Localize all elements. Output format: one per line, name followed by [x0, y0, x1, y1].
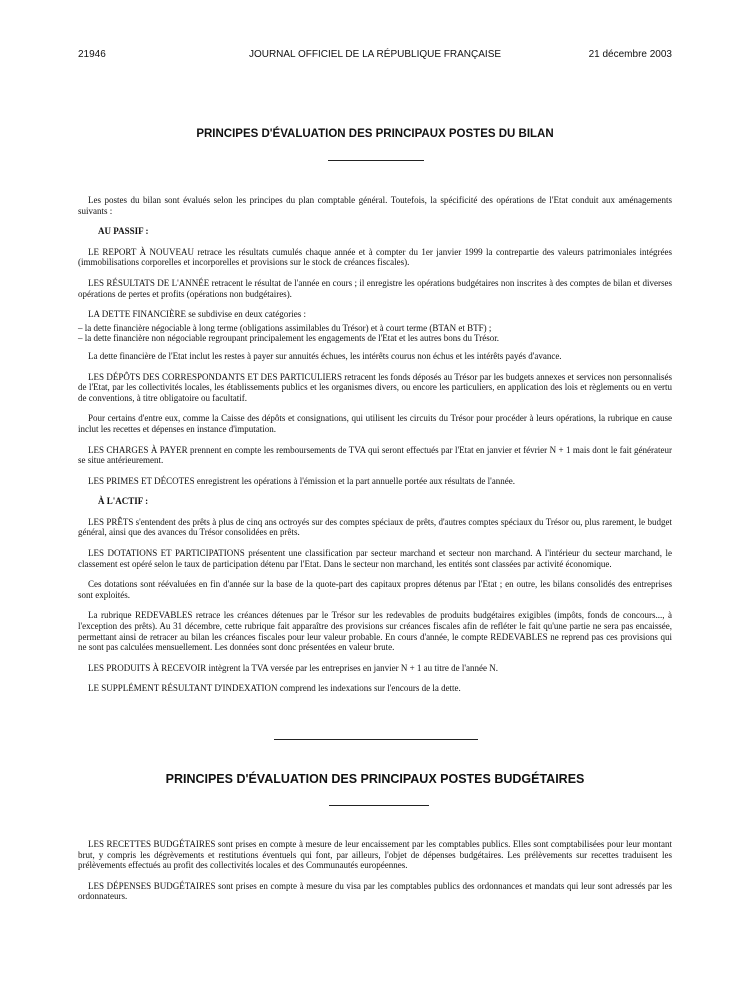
section-title-budgetaires: PRINCIPES D'ÉVALUATION DES PRINCIPAUX POSTES BUDGÉTAIRES [165, 772, 585, 786]
paragraph-prets: LES PRÊTS s'entendent des prêts à plus de cinq ans octroyés sur des comptes spéciaux de prêts, d'autres comptes spéciaux du Trésor ou, plus rarement, le budget général, ainsi que des avances du Trésor consolidées en prêts. [78, 516, 672, 538]
paragraph-dette-restes: La dette financière de l'Etat inclut les restes à payer sur annuités échues, les intérêts courus non échus et les intérêts payés d'avance. [88, 350, 562, 361]
paragraph-recettes: LES RECETTES BUDGÉTAIRES sont prises en compte à mesure de leur encaissement par les comptables publics. Elles sont comptabilisées pour leur montant brut, y compris les dégrèvements et restitutions éventuels qui font, par ailleurs, l'objet de dépenses budgétaires. Les prélèvements sur recettes traduisent les prélèvements effectués au profit des collectivités locales et des Communautés européennes. [78, 839, 672, 871]
section-title-bilan: PRINCIPES D'ÉVALUATION DES PRINCIPAUX POSTES DU BILAN [196, 128, 554, 140]
section-body-budgetaires [78, 839, 672, 912]
actif-heading: À L'ACTIF : [98, 496, 149, 507]
paragraph-resultats: LES RÉSULTATS DE L'ANNÉE retracent le résultat de l'année en cours ; il enregistre les opérations budgétaires non inscrites à des comptes de bilan et diverses opérations de pertes et profits (opérations non budgétaires). [78, 277, 672, 299]
paragraph-primes: LES PRIMES ET DÉCOTES enregistrent les opérations à l'émission et la part annuelle portée aux résultats de l'année. [88, 475, 515, 486]
dette-item-non-negociable: – la dette financière non négociable regroupant principalement les engagements de l'Etat et les autres bons du Trésor. [78, 333, 499, 344]
paragraph-charges: LES CHARGES À PAYER prennent en compte les remboursements de TVA qui seront effectués par l'Etat en janvier et février N + 1 mais dont le fait générateur se situe antérieurement. [78, 444, 672, 466]
section-separator-rule [274, 739, 478, 740]
paragraph-dotations: LES DOTATIONS ET PARTICIPATIONS présentent une classification par secteur marchand et secteur non marchand. A l'intérieur du secteur marchand, le classement est opéré selon le taux de participation détenu par l'Etat. Dans le secteur non marchand, les entités sont classées par activité économique. [78, 548, 672, 569]
page-header [78, 49, 672, 63]
paragraph-supplement: LE SUPPLÉMENT RÉSULTANT D'INDEXATION comprend les indexations sur l'encours de la dette. [88, 683, 461, 694]
title-rule [328, 160, 424, 161]
paragraph-report: LE REPORT À NOUVEAU retrace les résultats cumulés chaque année et à compter du 1er janvier 1999 la contrepartie des valeurs patrimoniales intégrées (immobilisations corporelles et incorporelles et provisions sur le stock de créances fiscales). [78, 246, 672, 268]
paragraph-produits: LES PRODUITS À RECEVOIR intègrent la TVA versée par les entreprises en janvier N + 1 au titre de l'année N. [88, 662, 499, 673]
bilan-intro: Les postes du bilan sont évalués selon les principes du plan comptable général. Toutefois, la spécificité des opérations de l'Etat conduit aux aménagements suivants : [78, 195, 672, 216]
journal-title: JOURNAL OFFICIEL DE LA RÉPUBLIQUE FRANÇAISE [248, 49, 502, 60]
section-body-bilan [78, 195, 672, 704]
passif-heading: AU PASSIF : [98, 226, 149, 237]
paragraph-depots: LES DÉPÔTS DES CORRESPONDANTS ET DES PARTICULIERS retracent les fonds déposés au Trésor par les budgets annexes et services non personnalisés de l'Etat, par les collectivités locales, les établissements publics et les organismes divers, ou encore les particuliers, en application des lois et règlements ou en vertu de conventions, à titre obligatoire ou facultatif. [78, 371, 672, 403]
paragraph-dotations-reeval: Ces dotations sont réévaluées en fin d'année sur la base de la quote-part des capitaux propres détenus par l'Etat ; en outre, les bilans consolidés des entreprises sont exploités. [78, 579, 672, 600]
paragraph-redevables: La rubrique REDEVABLES retrace les créances détenues par le Trésor sur les redevables de produits budgétaires exigibles (impôts, fonds de concours..., à l'exception des prêts). Au 31 décembre, cette rubrique fait apparaître des provisions sur créances fiscales afin de refléter le fait qu'une partie ne sera pas encaissée, permettant ainsi de retracer au bilan les créances fiscales pour leur valeur probable. En cours d'année, le compte REDEVABLES ne reprend pas ces provisions qui ne sont pas calculées mensuellement. Les données sont donc présentées en valeur brute. [78, 610, 672, 653]
page-number: 21946 [78, 49, 106, 60]
dette-item-negociable: – la dette financière négociable à long terme (obligations assimilables du Trésor) et à court terme (BTAN et BTF) ; [78, 322, 492, 333]
title-rule-2 [329, 805, 429, 806]
paragraph-depenses: LES DÉPENSES BUDGÉTAIRES sont prises en compte à mesure du visa par les comptables publics des ordonnances et mandats qui leur sont adressés par les ordonnateurs. [78, 880, 672, 902]
paragraph-dette-intro: LA DETTE FINANCIÈRE se subdivise en deux catégories : [88, 309, 306, 320]
paragraph-depots-caisse: Pour certains d'entre eux, comme la Caisse des dépôts et consignations, qui utilisent les circuits du Trésor pour procéder à leurs opérations, la rubrique en cause inclut les recettes et dépenses en instance d'imputation. [78, 413, 672, 434]
publication-date: 21 décembre 2003 [588, 49, 672, 60]
